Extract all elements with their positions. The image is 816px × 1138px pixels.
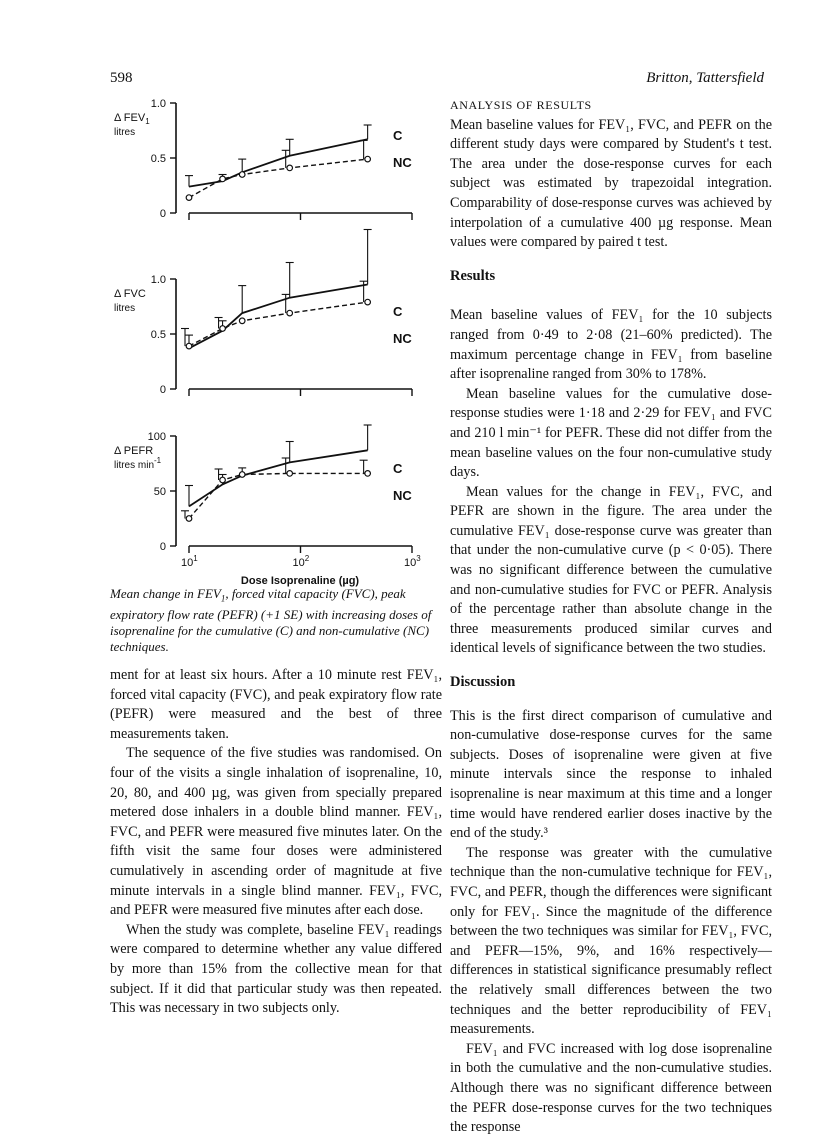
point-pefr-nc-1 [220,477,226,483]
results-paragraph-3: Mean values for the change in FEV₁, FVC, and PEFR are shown in the figure. The area under the cumulative FEV₁ dose-response curve was greater than that under the non-cumulative curve (p < 0·05). There was no significant difference between the cumulative and non-cumulative studies for FVC or PEFR. Analysis of the percentage rather than absolute change in the three measurements produced similar curves and identical levels of significance between the two studies. [450,483,772,657]
series-label-pefr-nc: NC [393,488,412,503]
results-heading: Results [450,267,496,284]
left-paragraph-2: The sequence of the five studies was randomised. On four of the visits a single inhalation of isoprenaline, 10, 20, 80, and 400 µg, was given from specially prepared metered dose inhalers in a double blind manner. FEV₁, FVC, and PEFR were measured five minutes later. On the fifth visit the same four doses were administered cumulatively in ascending order of magnitude at five minute intervals in a single blind manner. FEV₁, FVC, and PEFR were measured five minutes after each dose. [110,745,442,919]
dose-response-figure [100,90,440,600]
y-label-unit-text: litres [114,303,136,314]
series-label-fvc-nc: NC [393,331,412,346]
y-label-pefr [114,445,153,457]
point-fvc-nc-4 [365,299,371,305]
x-tick-label-1 [293,554,310,569]
series-label-fev1-c: C [393,128,403,143]
point-fvc-nc-3 [287,310,293,316]
y-label-text: Δ PEFR [114,445,154,457]
y-label-unit-pefr [114,456,162,471]
y-tick-label-fvc-2: 0 [159,384,166,396]
y-tick-label-fev1-0: 1.0 [150,98,166,110]
analysis-text: Mean baseline values for FEV₁, FVC, and PEFR on the different study days were compared by Student's t test. The area under the dose-response curves for each subject was estimated by trapezoidal integration. Comparability of dose-response curves was achieved by interpolation of a cumulative 400 µg response. Mean values were compared by paired t test. [450,116,772,251]
x-tick-exponent: 1 [193,554,198,563]
point-pefr-nc-2 [239,472,245,478]
caption-part1: Mean change in FEV [110,586,221,601]
point-fvc-nc-0 [186,343,192,349]
y-tick-label-pefr-0: 100 [147,431,166,443]
series-label-pefr-c: C [393,461,403,476]
series-line-pefr-c [189,450,368,506]
running-head: Britton, Tattersfield [646,70,764,86]
series-label-fev1-nc: NC [393,155,412,170]
point-pefr-nc-0 [186,516,192,522]
x-tick-label-2 [404,554,421,569]
y-tick-label-fev1-2: 0 [159,208,166,220]
point-fev1-nc-2 [239,172,245,178]
y-label-subscript: 1 [145,117,150,126]
point-fvc-nc-1 [220,326,226,332]
x-axis-label: Dose Isoprenaline (µg) [240,575,360,587]
point-fev1-nc-4 [365,156,371,162]
analysis-heading: ANALYSIS OF RESULTS [450,98,592,112]
point-pefr-nc-3 [287,471,293,477]
y-label-superscript: -1 [154,456,162,465]
figure-caption [110,586,440,655]
left-column [110,666,442,1019]
y-label-unit-fev1 [114,127,135,138]
y-label-unit-text: litres min [114,460,155,471]
y-tick-label-fvc-1: 0.5 [150,329,166,341]
y-label-unit-text: litres [114,127,136,138]
y-label-unit-fvc [114,303,135,314]
series-line-fev1-c [189,139,368,186]
series-line-fvc-nc [189,302,368,346]
series-line-pefr-nc [189,473,368,518]
y-label-text: Δ FVC [114,288,146,300]
right-column [450,96,772,1138]
page-number: 598 [110,70,133,86]
y-label-fvc [114,288,146,300]
point-fev1-nc-1 [220,176,226,182]
discussion-paragraph-2: The response was greater with the cumulative technique than the non-cumulative technique for FEV₁, FVC, and PEFR, though the differences were significant only for FEV₁. Since the magnitude of the difference between the two techniques was similar for FEV₁, FVC, and PEFR—15%, 9%, and 16% respectively—differences in statistical significance presumably reflect the relatively small differences between the two techniques and the better reproducibility of FEV₁ measurements. [450,844,772,1038]
x-tick-exponent: 3 [416,554,421,563]
caption-sub1: 1 [220,593,226,604]
series-line-fvc-c [189,285,368,349]
results-paragraph-2: Mean baseline values for the cumulative dose-response studies were 1·18 and 2·29 for FEV₁ and FVC and 210 l min⁻¹ for PEFR. These did not differ from the mean baseline values on the four non-cumulative study days. [450,385,772,481]
point-fev1-nc-0 [186,195,192,201]
x-tick-base: 10 [404,557,417,569]
y-tick-label-fev1-1: 0.5 [150,153,166,165]
left-paragraph-3: When the study was complete, baseline FEV₁ readings were compared to determine whether any value differed by more than 15% from the collective mean for that subject. If it did that particular study was then repeated. This was necessary in two subjects only. [110,921,442,1017]
x-tick-exponent: 2 [304,554,310,563]
caption-part2: , forced vital capacity (FVC), peak expiratory flow rate (PEFR) (+1 SE) with increasing doses of isoprenaline for the cumulative (C) and non-cumulative (NC) techniques. [110,586,432,654]
y-tick-label-pefr-1: 50 [153,486,166,498]
left-paragraph-1: ment for at least six hours. After a 10 minute rest FEV₁, forced vital capacity (FVC), and peak expiratory flow rate (PEFR) were measured and the best of three measurements taken. [110,667,442,742]
series-line-fev1-nc [189,159,368,198]
discussion-heading: Discussion [450,674,516,691]
series-label-fvc-c: C [393,304,403,319]
x-tick-base: 10 [181,557,194,569]
y-label-fev1 [114,112,150,126]
y-tick-label-fvc-0: 1.0 [150,274,166,286]
discussion-paragraph-1: This is the first direct comparison of cumulative and non-cumulative dose-response curves for the same subjects. Doses of isoprenaline were given at five minute intervals since the response to inhaled isoprenaline is near maximum at this time and a longer time would have rendered earlier doses inactive by the end of the study.³ [450,707,772,842]
y-tick-label-pefr-2: 0 [159,541,166,553]
results-paragraph-1: Mean baseline values of FEV₁ for the 10 subjects ranged from 0·49 to 2·08 (21–60% predicted). The maximum percentage change in FEV₁ from baseline after isoprenaline ranged from 30% to 178%. [450,307,772,383]
x-tick-label-0 [181,554,198,569]
point-fev1-nc-3 [287,165,293,171]
y-label-text: Δ FEV [114,112,146,124]
point-fvc-nc-2 [239,318,245,324]
discussion-paragraph-3: FEV₁ and FVC increased with log dose isoprenaline in both the cumulative and the non-cumulative studies. Although there was no significant difference between the PEFR dose-response curves for the two techniques the response [450,1040,772,1136]
point-pefr-nc-4 [365,471,371,477]
x-tick-base: 10 [292,557,305,569]
